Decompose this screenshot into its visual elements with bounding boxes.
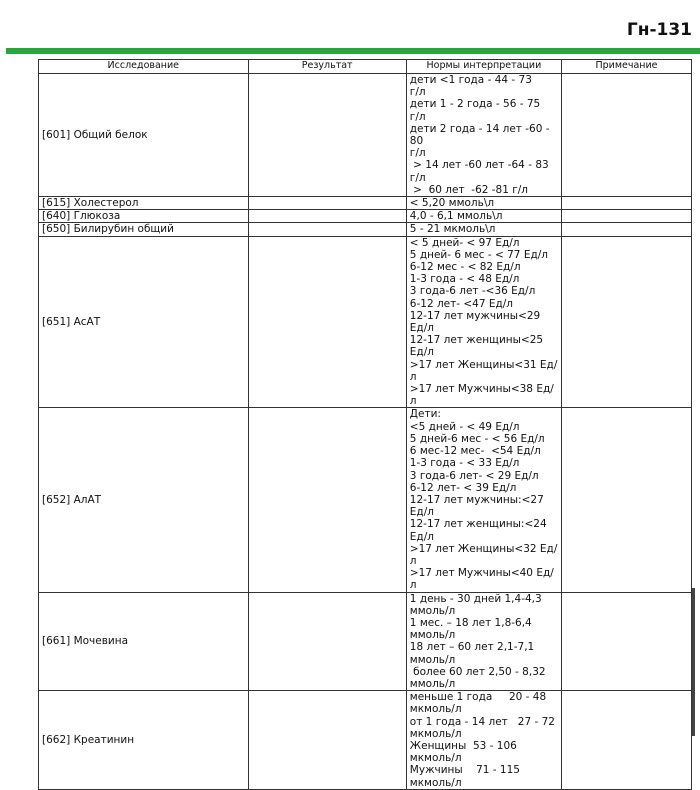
norm-cell: 1 день - 30 дней 1,4-4,3 ммоль/л 1 мес. – 18 лет 1,8-6,4 ммоль/л 18 лет – 60 лет 2,1-7,1 ммоль/л более 60 лет 2,50 - 8,32 ммоль/л (406, 592, 561, 691)
result-cell (248, 197, 406, 210)
norm-cell: дети <1 года - 44 - 73 г/л дети 1 - 2 года - 56 - 75 г/л дети 2 года - 14 лет -60 - 80 г/л > 14 лет -60 лет -64 - 83 г/л > 60 лет -62 -81 г/л (406, 74, 561, 197)
note-cell (561, 210, 691, 223)
test-name: [601] Общий белок (39, 74, 249, 197)
table-row (39, 408, 692, 592)
test-name: [615] Холестерол (39, 197, 249, 210)
column-header-test: Исследование (39, 60, 249, 74)
note-cell (561, 408, 691, 592)
table-row (39, 223, 692, 236)
note-cell (561, 197, 691, 210)
result-cell (248, 223, 406, 236)
table-header-row (39, 60, 692, 74)
table-row (39, 236, 692, 408)
header-divider (6, 48, 700, 54)
norm-cell: меньше 1 года 20 - 48 мкмоль/л от 1 года - 14 лет 27 - 72 мкмоль/л Женщины 53 - 106 мкмоль/л Мужчины 71 - 115 мкмоль/л (406, 691, 561, 790)
result-cell (248, 408, 406, 592)
note-cell (561, 223, 691, 236)
note-cell (561, 236, 691, 408)
test-name: [652] АлАТ (39, 408, 249, 592)
test-name: [651] АсАТ (39, 236, 249, 408)
note-cell (561, 592, 691, 691)
norm-cell: Дети: <5 дней - < 49 Ед/л 5 дней-6 мес - < 56 Ед/л 6 мес-12 мес- <54 Ед/л 1-3 года - < 33 Ед/л 3 года-6 лет- < 29 Ед/л 6-12 лет- < 39 Ед/л 12-17 лет мужчины:<27 Ед/л 12-17 лет женщины:<24 Ед/л >17 лет Женщины<32 Ед/л >17 лет Мужчины<40 Ед/л (406, 408, 561, 592)
column-header-note: Примечание (561, 60, 691, 74)
norm-cell: 5 - 21 мкмоль\л (406, 223, 561, 236)
test-name: [662] Креатинин (39, 691, 249, 790)
document-code: Гн-131 (626, 20, 692, 40)
norm-cell: < 5 дней- < 97 Ед/л 5 дней- 6 мес - < 77 Ед/л 6-12 мес - < 82 Ед/л 1-3 года - < 48 Ед/л 3 года-6 лет -<36 Ед/л 6-12 лет- <47 Ед/л 12-17 лет мужчины<29 Ед/л 12-17 лет женщины<25 Ед/л >17 лет Женщины<31 Ед/л >17 лет Мужчины<38 Ед/л (406, 236, 561, 408)
result-cell (248, 236, 406, 408)
table-row (39, 197, 692, 210)
test-name: [640] Глюкоза (39, 210, 249, 223)
scrollbar[interactable] (692, 588, 695, 736)
table-row (39, 592, 692, 691)
lab-results-table (38, 59, 692, 790)
table-row (39, 210, 692, 223)
result-cell (248, 210, 406, 223)
result-cell (248, 74, 406, 197)
table-row (39, 691, 692, 790)
test-name: [661] Мочевина (39, 592, 249, 691)
note-cell (561, 74, 691, 197)
table-row (39, 74, 692, 197)
test-name: [650] Билирубин общий (39, 223, 249, 236)
column-header-norms: Нормы интерпретации (406, 60, 561, 74)
column-header-result: Результат (248, 60, 406, 74)
result-cell (248, 592, 406, 691)
note-cell (561, 691, 691, 790)
norm-cell: < 5,20 ммоль\л (406, 197, 561, 210)
result-cell (248, 691, 406, 790)
norm-cell: 4,0 - 6,1 ммоль\л (406, 210, 561, 223)
